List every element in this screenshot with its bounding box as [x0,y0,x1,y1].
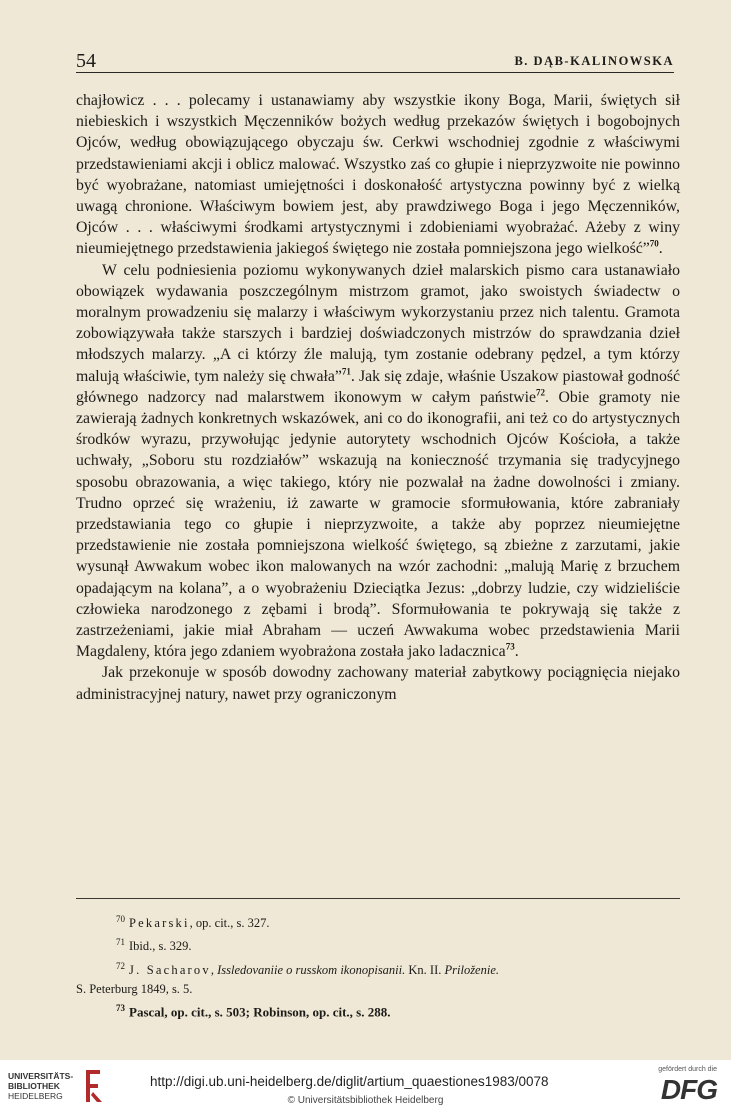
paragraph-3: Jak przekonuje w sposób dowodny zachowany materiał zabytkowy pociągnięcia niejako administracyjnej natury, nawet przy ograniczonym [76,664,680,703]
footnote-72: $^{72}$ J. Sacharov, Issledovaniie o russkom ikonopisanii. Kn. II. Priloženie. [116,960,500,977]
dfg-logo: DFG [660,1074,717,1105]
library-logo-text: UNIVERSITÄTS- BIBLIOTHEK HEIDELBERG [8,1071,74,1101]
footnote-divider [76,898,680,899]
permalink-url[interactable]: http://digi.ub.uni-heidelberg.de/diglit/artium_quaestiones1983/0078 [150,1074,549,1089]
footnote-73: $^{73}$ Pascal, op. cit., s. 503; Robinson, op. cit., s. 288. [116,1003,391,1020]
footnote-72-continuation: S. Peterburg 1849, s. 5. [76,982,193,997]
paragraph-1: chajłowicz . . . polecamy i ustanawiamy aby wszystkie ikony Boga, Marii, świętych sił niebieskich i wszystkich Męczenników bożych według przekazów świętych i bogobojnych Ojców, według obowiązującego obyczaju św. Cerkwi wschodniej zgodnie z właściwymi przedstawieniami akcji i oblicz malować. Wszystko zaś co głupie i nieprzyzwoite nie powinno być wyobrażane, natomiast umiejętności i doskonałość artystyczna powinny być z wielką uwagą chronione. Właściwym bowiem jest, aby prawdziwego Boga i jego Męczenników, Ojców . . . właściwymi środkami artystycznymi i zdobieniami wyobrażać. Ażeby z winy nieumiejętnego przedstawienia jakiegoś świętego nie została pomniejszona jego wielkość”$^{70}$. [76,92,680,258]
viewer-footer [0,1060,731,1114]
funding-note: gefördert durch die [658,1066,717,1073]
copyright-notice: © Universitätsbibliothek Heidelberg [287,1095,444,1106]
footnote-ref-72[interactable]: 72 [536,387,546,398]
footnote-70: $^{70}$ Pekarski, op. cit., s. 327. [116,914,270,931]
running-head: B. DĄB-KALINOWSKA [514,54,674,68]
body-text [76,90,680,705]
footnote-ref-70[interactable]: 70 [649,239,659,250]
footnote-ref-71[interactable]: 71 [341,366,351,377]
page-header [76,44,674,73]
footnote-71: $^{71}$ Ibid., s. 329. [116,937,192,954]
footnote-ref-73[interactable]: 73 [505,642,515,653]
paragraph-2: W celu podniesienia poziomu wykonywanych dzieł malarskich pismo cara ustanawiało obowiązek wydawania poszczególnym mistrzom gramot, jako swoistych świadectw o moralnym prowadzeniu się malarzy i właściwym wykorzystaniu przez nich talentu. Gramota zobowiązywała także starszych i bardziej doświadczonych mistrzów do sprawdzania dzieł młodszych malarzy. „A ci którzy źle malują, tym zostanie odebrany pędzel, a tym którzy malują właściwie, tym należy się chwała”$^{71}$. Jak się zdaje, właśnie Uszakow piastował godność głównego nadzorcy nad malarstwem ikonowym w całym państwie$^{72}$. Obie gramoty nie zawierają żadnych konkretnych wskazówek, ani co do ikonografii, ani też co do artystycznych środków wyrazu, przywołując jedynie autorytety wschodnich Ojców Kościoła, a także uchwały, „Soboru stu rozdziałów” wskazują na konieczność trzymania się tradycyjnego sposobu obrazowania, a więc takiego, który nie pozwalał na żadne dowolności i zmiany. Trudno oprzeć się wrażeniu, iż zawarte w gramocie sformułowania, które zabraniały przedstawiania tego co głupie i nieprzyzwoite, a także aby poprzez nieumiejętne przedstawienie nie została pomniejszona wielkość świętego, są zbieżne z zarzutami, jakie wysunął Awwakum wobec ikon malowanych na wzór zachodni: „malują Marię z brzuchem opadającym na kolana”, a o wyobrażeniu Dzieciątka Jezus: „dobrzy ludzie, czy widzieliście człowieka narodzonego z zębami i brodą”. Sformułowania te pokrywają się także z zastrzeżeniami, jakie miał Abraham — uczeń Awwakuma wobec przedstawienia Marii Magdaleny, która jego zdaniem wyobrażona została jako ladacznica$^{73}$. [76,261,680,661]
footnotes [76,910,680,1022]
page-number: 54 [76,50,96,72]
